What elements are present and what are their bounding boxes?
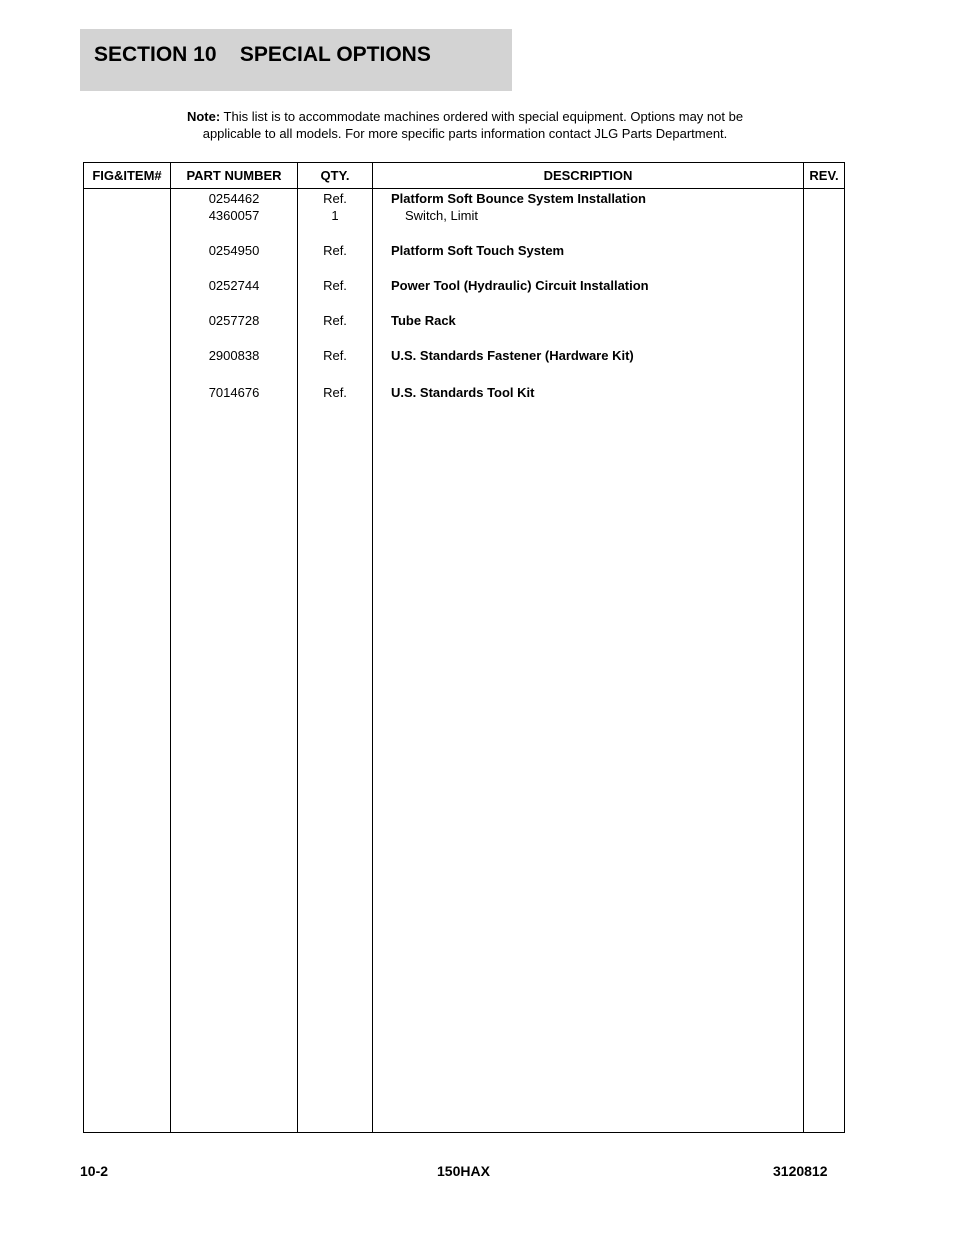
section-banner [80, 29, 512, 91]
description-cell: Tube Rack [391, 313, 456, 328]
footer-doc-number: 3120812 [773, 1163, 828, 1179]
part-number-cell: 0252744 [208, 278, 260, 293]
part-number-cell: 0257728 [208, 313, 260, 328]
part-number-cell: 0254462 [208, 191, 260, 206]
column-divider [297, 163, 298, 1132]
qty-cell: Ref. [323, 348, 347, 363]
qty-cell: 1 [331, 208, 339, 223]
part-number-cell: 2900838 [208, 348, 260, 363]
column-divider [372, 163, 373, 1132]
note-text: This list is to accommodate machines ordered with special equipment. Options may not be applicable to all models. For more specific parts information contact JLG Parts Department. [202, 109, 744, 141]
column-divider [170, 163, 171, 1132]
section-title: SECTION 10 SPECIAL OPTIONS [94, 43, 431, 66]
note-paragraph [160, 108, 770, 142]
header-part-number: PART NUMBER [186, 168, 282, 183]
qty-cell: Ref. [323, 243, 347, 258]
header-qty: QTY. [320, 168, 350, 183]
header-description: DESCRIPTION [543, 168, 633, 183]
header-rev: REV. [809, 168, 839, 183]
description-cell: Platform Soft Bounce System Installation [391, 191, 646, 206]
description-cell: U.S. Standards Fastener (Hardware Kit) [391, 348, 634, 363]
footer-model: 150HAX [437, 1163, 490, 1179]
header-fig-item: FIG&ITEM# [92, 168, 162, 183]
part-number-cell: 0254950 [208, 243, 260, 258]
description-cell: Power Tool (Hydraulic) Circuit Installation [391, 278, 649, 293]
part-number-cell: 7014676 [208, 385, 260, 400]
description-cell: U.S. Standards Tool Kit [391, 385, 535, 400]
footer-page-number: 10-2 [80, 1163, 109, 1179]
parts-table [83, 162, 845, 1133]
column-divider [803, 163, 804, 1132]
part-number-cell: 4360057 [208, 208, 260, 223]
qty-cell: Ref. [323, 313, 347, 328]
description-cell: Switch, Limit [405, 208, 478, 223]
header-divider [84, 188, 844, 189]
qty-cell: Ref. [323, 278, 347, 293]
description-cell: Platform Soft Touch System [391, 243, 565, 258]
qty-cell: Ref. [323, 385, 347, 400]
qty-cell: Ref. [323, 191, 347, 206]
note-label: Note: [186, 109, 221, 124]
